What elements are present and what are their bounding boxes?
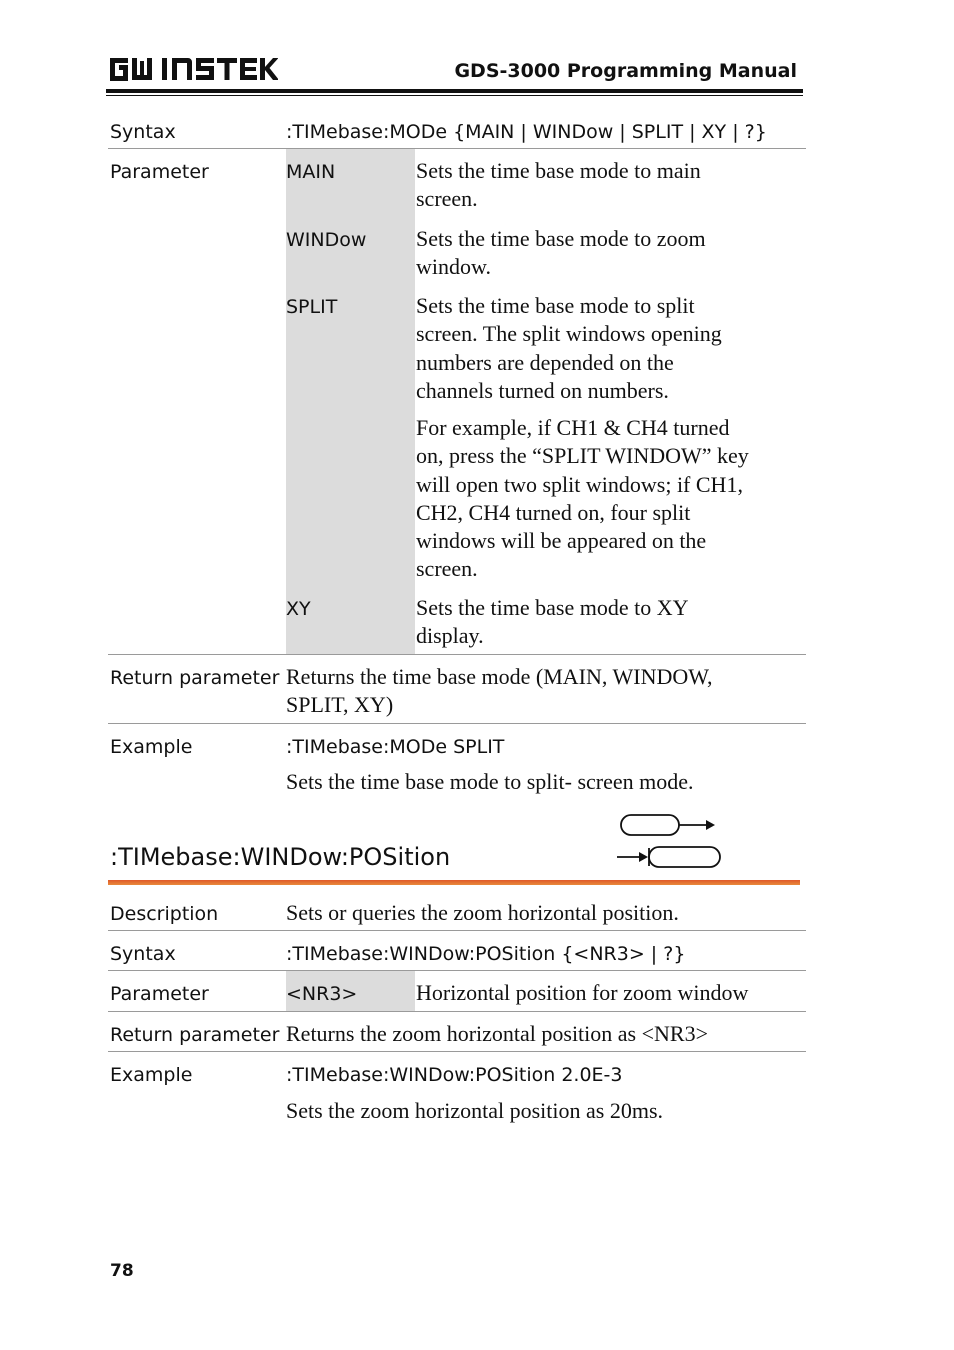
- header-rule: [106, 89, 803, 93]
- syntax-command: :TIMebase:WINDow:POSition {<NR3> | ?}: [286, 943, 686, 965]
- example-label: Example: [110, 736, 193, 758]
- syntax-label: Syntax: [110, 121, 176, 143]
- row-divider: [108, 930, 806, 931]
- example-command: :TIMebase:MODe SPLIT: [286, 736, 505, 758]
- return-label: Return parameter: [110, 1024, 280, 1046]
- syntax-label: Syntax: [110, 943, 176, 965]
- example-command: :TIMebase:WINDow:POSition 2.0E-3: [286, 1064, 623, 1086]
- param-name-nr3: <NR3>: [286, 983, 358, 1005]
- gw-instek-logo: [108, 54, 278, 84]
- return-label: Return parameter: [110, 667, 280, 689]
- example-description: Sets the zoom horizontal position as 20ms.: [286, 1098, 664, 1123]
- param-desc-xy: Sets the time base mode to XY display.: [416, 595, 689, 649]
- param-desc-split: Sets the time base mode to split screen. The split windows opening numbers are depended on the channels turned on numbers.: [416, 293, 722, 403]
- example-description: Sets the time base mode to split- screen mode.: [286, 769, 694, 794]
- description-label: Description: [110, 903, 219, 925]
- row-divider: [108, 1011, 806, 1012]
- param-name-window: WINDow: [286, 229, 367, 251]
- query-icon: [617, 847, 720, 867]
- param-desc-main: Sets the time base mode to main screen.: [416, 158, 701, 212]
- param-desc-window: Sets the time base mode to zoom window.: [416, 226, 706, 280]
- param-desc-nr3: Horizontal position for zoom window: [416, 980, 749, 1005]
- syntax-command: :TIMebase:MODe {MAIN | WINDow | SPLIT | XY | ?}: [286, 121, 767, 143]
- section-title: :TIMebase:WINDow:POSition: [110, 843, 451, 871]
- header-rule-thin: [106, 95, 803, 96]
- row-divider: [108, 723, 806, 724]
- param-name-main: MAIN: [286, 161, 336, 183]
- row-divider: [108, 1051, 806, 1052]
- param-desc-split-example: For example, if CH1 & CH4 turned on, press the “SPLIT WINDOW” key will open two split windows; if CH1, CH2, CH4 turned on, four split windows will be appeared on the screen.: [416, 415, 749, 582]
- section-rule: [108, 880, 800, 885]
- row-divider: [108, 654, 806, 655]
- parameter-shading: [286, 149, 415, 654]
- parameter-label: Parameter: [110, 983, 209, 1005]
- set-icon: [621, 815, 715, 835]
- row-divider: [108, 970, 806, 971]
- manual-title: GDS-3000 Programming Manual: [454, 60, 797, 82]
- param-name-xy: XY: [286, 598, 311, 620]
- return-description: Returns the time base mode (MAIN, WINDOW, SPLIT, XY): [286, 664, 713, 718]
- page-number: 78: [110, 1261, 134, 1281]
- example-label: Example: [110, 1064, 193, 1086]
- description-text: Sets or queries the zoom horizontal position.: [286, 900, 679, 925]
- parameter-label: Parameter: [110, 161, 209, 183]
- svg-text:GW INSTEK: GW INSTEK: [108, 54, 114, 55]
- row-divider: [108, 148, 806, 149]
- param-name-split: SPLIT: [286, 296, 338, 318]
- set-query-icons: [614, 812, 724, 872]
- return-description: Returns the zoom horizontal position as <NR3>: [286, 1021, 708, 1046]
